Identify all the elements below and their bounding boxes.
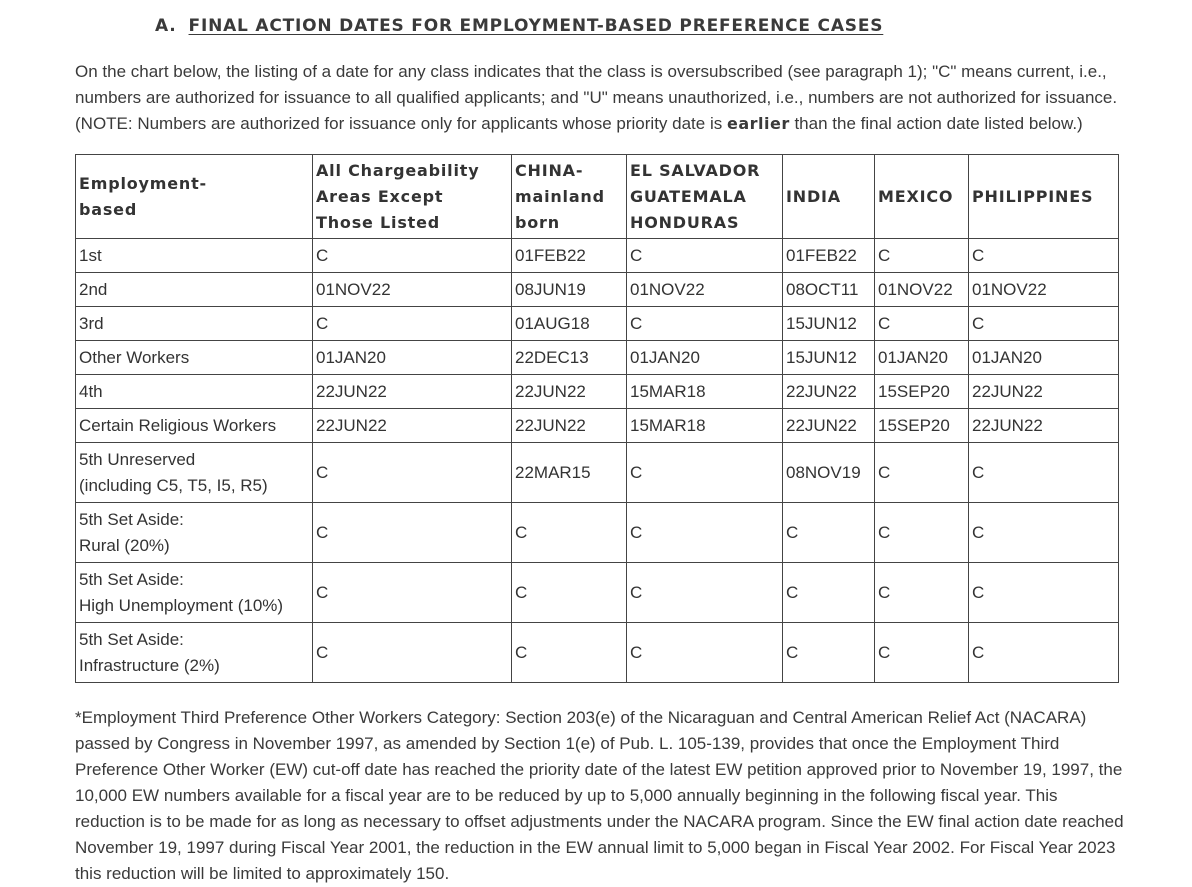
table-cell: 01FEB22 bbox=[783, 239, 875, 273]
table-cell: C bbox=[783, 503, 875, 563]
row-category: 5th Set Aside: Rural (20%) bbox=[76, 503, 313, 563]
table-cell: 01NOV22 bbox=[627, 273, 783, 307]
table-cell: 15JUN12 bbox=[783, 341, 875, 375]
table-cell: 01JAN20 bbox=[627, 341, 783, 375]
row-category: 1st bbox=[76, 239, 313, 273]
table-cell: C bbox=[969, 623, 1119, 683]
table-cell: 22JUN22 bbox=[783, 409, 875, 443]
table-cell: 01AUG18 bbox=[512, 307, 627, 341]
section-letter: A. bbox=[155, 16, 177, 36]
table-cell: C bbox=[313, 563, 512, 623]
table-row bbox=[76, 503, 1119, 563]
table-cell: 22JUN22 bbox=[969, 409, 1119, 443]
table-cell: C bbox=[875, 623, 969, 683]
table-cell: 22JUN22 bbox=[313, 375, 512, 409]
intro-paragraph bbox=[75, 59, 1125, 137]
table-cell: 15JUN12 bbox=[783, 307, 875, 341]
header-india: INDIA bbox=[783, 155, 875, 239]
table-cell: C bbox=[627, 307, 783, 341]
table-row bbox=[76, 443, 1119, 503]
table-cell: 01JAN20 bbox=[313, 341, 512, 375]
table-cell: C bbox=[875, 239, 969, 273]
section-heading bbox=[155, 16, 883, 36]
table-cell: 22JUN22 bbox=[512, 375, 627, 409]
header-china: CHINA- mainland born bbox=[512, 155, 627, 239]
table-cell: C bbox=[875, 443, 969, 503]
table-cell: C bbox=[969, 443, 1119, 503]
table-row bbox=[76, 341, 1119, 375]
table-cell: C bbox=[627, 443, 783, 503]
table-cell: 01FEB22 bbox=[512, 239, 627, 273]
table-cell: 01NOV22 bbox=[875, 273, 969, 307]
table-row bbox=[76, 563, 1119, 623]
table-cell: 22MAR15 bbox=[512, 443, 627, 503]
section-title: FINAL ACTION DATES FOR EMPLOYMENT-BASED PREFERENCE CASES bbox=[188, 16, 884, 36]
table-cell: 08JUN19 bbox=[512, 273, 627, 307]
header-el-salvador-guatemala-honduras: EL SALVADOR GUATEMALA HONDURAS bbox=[627, 155, 783, 239]
table-cell: 15MAR18 bbox=[627, 375, 783, 409]
table-cell: 22JUN22 bbox=[313, 409, 512, 443]
table-cell: C bbox=[627, 239, 783, 273]
table-cell: C bbox=[875, 307, 969, 341]
header-employment-based: Employment- based bbox=[76, 155, 313, 239]
intro-text: On the chart below, the listing of a date for any class indicates that the class is oversubscribed (see paragraph 1); "C" means current, i.e., numbers are authorized for issuance to all qualified applicants; and "U" means unauthorized, i.e., numbers are not authorized for issuance. (NOTE: Numbers are authorized for issuance only for applicants whose priority date is bbox=[75, 62, 1118, 133]
row-category: Certain Religious Workers bbox=[76, 409, 313, 443]
table-cell: 22JUN22 bbox=[512, 409, 627, 443]
row-category: 3rd bbox=[76, 307, 313, 341]
intro-emphasis: earlier bbox=[726, 114, 790, 133]
table-cell: C bbox=[875, 503, 969, 563]
table-cell: C bbox=[783, 563, 875, 623]
table-cell: C bbox=[313, 623, 512, 683]
table-cell: 08NOV19 bbox=[783, 443, 875, 503]
table-cell: 22DEC13 bbox=[512, 341, 627, 375]
table-cell: C bbox=[783, 623, 875, 683]
table-cell: C bbox=[875, 563, 969, 623]
table-cell: C bbox=[969, 307, 1119, 341]
table-cell: C bbox=[512, 563, 627, 623]
table-row bbox=[76, 409, 1119, 443]
table-cell: 01JAN20 bbox=[875, 341, 969, 375]
table-row bbox=[76, 623, 1119, 683]
row-category: Other Workers bbox=[76, 341, 313, 375]
header-mexico: MEXICO bbox=[875, 155, 969, 239]
row-category: 2nd bbox=[76, 273, 313, 307]
table-cell: 08OCT11 bbox=[783, 273, 875, 307]
table-row bbox=[76, 375, 1119, 409]
row-category: 5th Set Aside: Infrastructure (2%) bbox=[76, 623, 313, 683]
table-row bbox=[76, 273, 1119, 307]
table-cell: C bbox=[313, 503, 512, 563]
table-cell: 15SEP20 bbox=[875, 409, 969, 443]
table-cell: 22JUN22 bbox=[969, 375, 1119, 409]
row-category: 5th Unreserved (including C5, T5, I5, R5) bbox=[76, 443, 313, 503]
table-cell: 15SEP20 bbox=[875, 375, 969, 409]
footnote-paragraph: *Employment Third Preference Other Workers Category: Section 203(e) of the Nicaraguan and Central American Relief Act (NACARA) passed by Congress in November 1997, as amended by Section 1(e) of Pub. L. 105-139, provides that once the Employment Third Preference Other Worker (EW) cut-off date has reached the priority date of the latest EW petition approved prior to November 19, 1997, the 10,000 EW numbers available for a fiscal year are to be reduced by up to 5,000 annually beginning in the following fiscal year. This reduction is to be made for as long as necessary to offset adjustments under the NACARA program. Since the EW final action date reached November 19, 1997 during Fiscal Year 2001, the reduction in the EW annual limit to 5,000 began in Fiscal Year 2002. For Fiscal Year 2023 this reduction will be limited to approximately 150. bbox=[75, 708, 1124, 883]
table-cell: C bbox=[313, 443, 512, 503]
table-cell: C bbox=[969, 503, 1119, 563]
table-cell: C bbox=[512, 623, 627, 683]
header-all-chargeability: All Chargeability Areas Except Those Listed bbox=[313, 155, 512, 239]
row-category: 5th Set Aside: High Unemployment (10%) bbox=[76, 563, 313, 623]
table-row bbox=[76, 307, 1119, 341]
table-cell: C bbox=[512, 503, 627, 563]
table-cell: C bbox=[627, 503, 783, 563]
table-header-row bbox=[76, 155, 1119, 239]
table-cell: 01JAN20 bbox=[969, 341, 1119, 375]
header-philippines: PHILIPPINES bbox=[969, 155, 1119, 239]
final-action-dates-table bbox=[75, 154, 1119, 683]
table-cell: 01NOV22 bbox=[969, 273, 1119, 307]
table-cell: C bbox=[627, 563, 783, 623]
table-cell: C bbox=[313, 307, 512, 341]
table-cell: C bbox=[969, 563, 1119, 623]
row-category: 4th bbox=[76, 375, 313, 409]
table-cell: C bbox=[627, 623, 783, 683]
table-cell: 22JUN22 bbox=[783, 375, 875, 409]
table-cell: C bbox=[313, 239, 512, 273]
table-cell: C bbox=[969, 239, 1119, 273]
intro-text-end: than the final action date listed below.) bbox=[794, 114, 1083, 133]
table-row bbox=[76, 239, 1119, 273]
table-cell: 15MAR18 bbox=[627, 409, 783, 443]
table-cell: 01NOV22 bbox=[313, 273, 512, 307]
